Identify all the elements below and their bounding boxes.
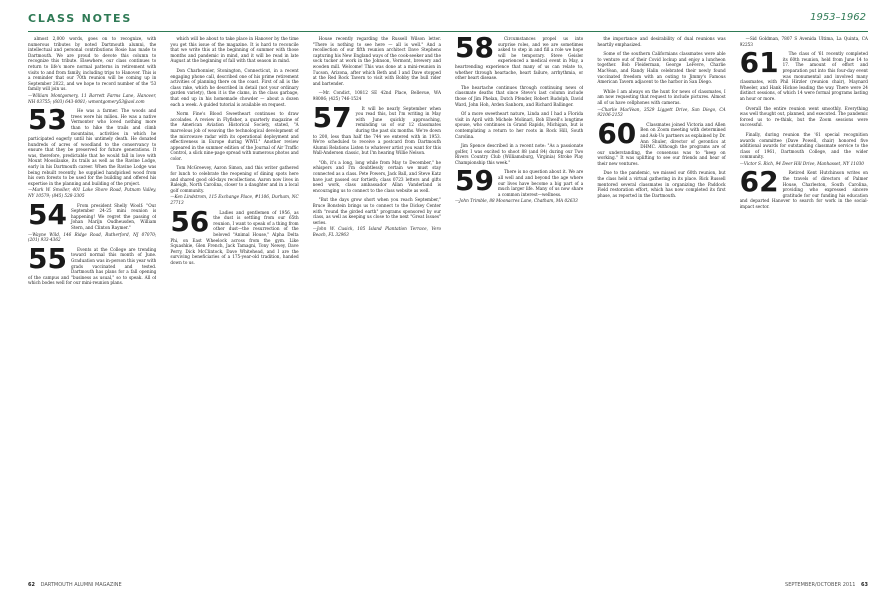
- page-footer: [28, 582, 868, 592]
- note-text: Norm Fine's Blood Sweetheart continues to draw accolades. A review in Flyfisher, a quarterly magazine of the American Aviation Historical Society, stated, "A marvelous job of weaving the technological development of the microwave radar with its operational deployment and effectiveness in Europe during WWII." Another review appeared in the summer edition of the Journal of Air Traffic Control, a slick nine-page spread with numerous photos and color.: [170, 111, 299, 161]
- note-text: Overall the entire reunion went smoothly. Everything was well thought out, planned, and executed. The pandemic forced us to re-think, but the Zoom sessions were successful.: [739, 105, 868, 128]
- note-text: Tom McGreevey, Aaron Simon, and this writer gathered for lunch to celebrate the reopening of dining spots here and shared good old-days recollections. Aaron now lives in Raleigh, North Carolina, closer to a daughter and in a local golf community.: [170, 165, 299, 193]
- class-note: [739, 46, 868, 101]
- class-note: [597, 51, 725, 85]
- class-year-number: 58: [454, 36, 494, 64]
- class-note: [740, 132, 868, 167]
- note-text: Of a more sweetheart nature, Linda and I had a Florida visit in April with Michele Molinari, Bob Elwell's longtime spouse, who continues in Grand Rapids, Michigan, but is contemplating a return to her roots in Rock Hill, South Carolina.: [454, 111, 584, 139]
- class-year-number: 62: [739, 165, 779, 199]
- class-note: [455, 85, 583, 107]
- class-note: [170, 111, 298, 161]
- header-rule: [28, 31, 868, 32]
- note-text: Classmates joined Victoria and Allen Ben on Zoom meeting with determined and Ask-Us partners as explained by Dr. Ann Shuler, director of gerontics at DHMC. Although the programs are of our understanding, the consensus was to "keep on working." It was uplifting to see our friends and hear of their new ventures.: [597, 121, 726, 166]
- class-note: [455, 111, 583, 139]
- class-year-number: 60: [597, 116, 637, 150]
- correspondent-byline: —Victor S. Rich, 94 Deer Hill Drive, Manhasset, NY 11030: [739, 160, 864, 166]
- class-note: [455, 36, 583, 81]
- right-page-number: 63: [861, 582, 868, 588]
- class-note: [739, 165, 868, 210]
- note-text: almost 2,000 words, goes on to recognize, with numerous tributes by noted Dartmouth alumni, the intellectual and personal contributions Rosie has made to Dartmouth. We are proud to devote this column to recognize this tribute. Elsewhere, our class continues to return to life's more normal patterns in retirement with visits to and from family, including trips to Hanover. This is a reminder that our 70th reunion will be coming up in September 2022, and we hope to record number of the '53 family will join us.: [28, 36, 157, 92]
- note-text: Due to the pandemic, we missed our 60th reunion, but the class held a virtual gathering in its place. Rick Russell mentored several classmates in organizing the Paddock Field restoration effort, which has now completed its first phase, as reported in the Dartmouth.: [597, 170, 726, 198]
- class-note: [313, 90, 441, 101]
- class-note: [740, 106, 868, 128]
- footer-left: [28, 582, 122, 588]
- correspondent-byline: —Mark W. Smoller, 401 Lake Shore Road, Putnam Valley, NY 10579; (845) 528-3305: [28, 187, 157, 199]
- note-text: There is no question about it. We are all well and and beyond the age where our lives have become a big part of a much larger life. Many of us now share a common interest—wellness.: [497, 169, 584, 197]
- page-header: [0, 0, 896, 36]
- class-year-number: 55: [28, 241, 67, 275]
- note-text: Some of the southern Californians classmates were able to venture out of their Covid lockup and enjoy a luncheon together. Bob Fleiderman, George LeFevre, Charlie MacVean, and Randy Halin celebrated their newly found vaccinated freedom with an outing to Jimmy's Famous American Tavern adjacent to the harbor in San Diego.: [597, 51, 726, 85]
- correspondent-byline: —John Trimble, 88 Moonacres Lane, Chatham, MA 02633: [454, 198, 578, 204]
- magazine-name: DARTMOUTH ALUMNI MAGAZINE: [40, 582, 122, 588]
- note-text: Don Charbonnier, Stonington, Connecticut, in a recent engaging phone call, described one of his prime retirement activities of planning there on the coast. First of all is the class rake, which he described in detail (not your ordinary garden variety), then it is the clams, in the class garbage, that end up in his homemade chowder — about a dozen each a week. A guided tutorial is available on request.: [170, 67, 299, 107]
- text-column: [170, 36, 298, 578]
- class-note: [455, 143, 583, 165]
- class-year-number: 54: [28, 197, 67, 231]
- issue-date: SEPTEMBER/OCTOBER 2011: [785, 582, 856, 588]
- left-page-number: 62: [28, 582, 35, 588]
- class-note: [454, 164, 584, 204]
- class-notes-columns: [28, 36, 868, 578]
- note-text: Finally, during reunion the '61 special recognition awards committee (Dave Powell, chair) honored five additional awards for outstanding classmate service to the class of 1961, Dartmouth College, and the wider community.: [739, 131, 868, 160]
- class-year-number: 59: [454, 164, 494, 198]
- class-note: [28, 241, 157, 286]
- note-text: House recently regarding the Russell Wilson letter. "There is nothing to see here — all is well." And a recollection of our fifth reunion architect Dave Stephens capturing his New England ways of the cook-seeker and the sock tucker at work in the Johnson, Vermont, brewery and wooden mill. Welcome! This was done at a mini-reunion in Tucson, Arizona, after which Beth and I and Dave stopped at the Red Rock Tavern to visit with Bobby the bull rider and bartender.: [312, 36, 441, 86]
- class-note: [28, 197, 157, 243]
- class-note: [170, 165, 298, 205]
- class-note: [313, 197, 441, 237]
- class-note: [597, 170, 725, 198]
- note-text: Jim Spence described in a recent note: "As a passionate golfer, I was excited to shoot 88 (and 84) during our Two Rivers Country Club (Williamsburg, Virginia) Stroke Play Championship this week.": [454, 143, 584, 165]
- class-note: [170, 204, 299, 266]
- class-years-range: 1953–1962: [810, 12, 866, 23]
- note-text: Circumstances propel us into surprise roles, and we are sometimes asked to step in and fill a role we hope will be temporary. Steve Geisler experienced a medical event in May, a heartrending experience that many of us can relate to, whether through heartache, heart failure, arrhythmia, or other heart disease.: [454, 36, 584, 81]
- note-text: From president Shelly Woolf: "Our September 24-25 mini reunion is happening! We regret the passing of Johan Marijn Oudheusden, William Stern, and Clinton Raymer.": [70, 202, 157, 230]
- class-note: [170, 68, 298, 107]
- class-note: [597, 116, 726, 167]
- note-text: —Mr. Condict, 10812 SE 42nd Place, Bellevue, WA 98006; (425) 746-1524: [312, 90, 441, 101]
- class-year-number: 61: [739, 46, 779, 80]
- note-text: Retired Kent Hutchinson writes on the travels of directors of Palmer House, Charleston, South Carolina, providing who expressed sincere gratitude for our funding his education and departed Hanover to search for work in the social-impact sector.: [739, 170, 868, 210]
- note-text: He was a farmer. The woods and trees were his milieu. He was a native Vermonter who loved nothing more than to hike the trails and climb mountains, activities in which he participated eagerly until his untimely death. He donated hundreds of acres of woodland to the conservancy to ensure that they be preserved for future generations. It was, therefore, predictable that he would fall in love with Mount Moosilauke, its trails as well as the Ravine Lodge, early in his Dartmouth career. When the Ravine Lodge was being rebuilt recently, he supplied handpicked wood from his own forests to be used for the building and offered his expertise in the planning and building of the project.: [28, 108, 157, 186]
- note-text: While I am always on the hunt for news of classmates, I am now requesting that request to include pictures. Almost all of us have cellphones with cameras.: [597, 88, 726, 105]
- class-year-number: 56: [170, 204, 210, 238]
- note-text: —Sid Goldman, 7807 S Avenida Ultima, La Quinta, CA 92253: [739, 36, 868, 47]
- correspondent-byline: —Ken Lindstrom, 115 Exchange Place, #1106, Durham, NC 27713: [170, 194, 299, 206]
- correspondent-byline: —Charlie MacVean, 3529 Liggett Drive, San Diego, CA 92106-2153: [597, 106, 726, 118]
- correspondent-byline: —John W. Cusick, 105 Island Plantation Terrace, Vero Beach, FL 32963: [312, 226, 441, 237]
- class-note: [313, 160, 441, 194]
- correspondent-byline: —Wayne Wild, 146 Ridge Road, Rutherford, NJ 07070; (201) 933-4362: [28, 231, 157, 243]
- text-column: [455, 36, 583, 578]
- footer-right: [785, 582, 868, 588]
- class-note: [28, 103, 157, 199]
- correspondent-byline: —William Montgomery, 11 Barrett Farms Lane, Hanover, NH 03755; (603) 643-0081; wmontgomery53@aol.com: [28, 92, 157, 104]
- class-note: [597, 89, 725, 118]
- section-title: CLASS NOTES: [28, 12, 133, 25]
- class-note: [313, 36, 441, 86]
- note-text: It will be nearly September when you read this, but I'm writing in May with June quickly approaching, reminding us of our 12 classmates during the past six months. We're down to 200, less than half the 744 we entered with in 1953. We're scheduled to receive a postcard from Dartmouth Alumni Relations Listen to whatever artist you want for this Wall-Andersen classic, but I'm hearing Willie Nelson.: [312, 105, 441, 156]
- text-column: [597, 36, 725, 578]
- note-text: which will be about to take place in Hanover by the time you get this issue of the magazine. It is hard to reconcile that we write this at the beginning of summer with those months and pandemic in mind, and it will be read in late August at the beginning of fall with that season in mind.: [170, 36, 299, 64]
- class-note: [597, 36, 725, 47]
- note-text: "Oh, it's a long, long while from May to December," he whispers and I'm doubtlessly certain we must stay connected as a class. Pete Powers, Jack Ball, and Steve Katz have just passed our fortieth; class 0723 letters and gifts need work, class ambassador Allan Vanderland is encouraging us to connect to the class website as well.: [312, 159, 441, 193]
- note-text: Events at the College are trending toward normal this month of June. Graduation was in-person this year with grads vaccinated and tested. Dartmouth has plans for a fall opening of the campus and "business as usual," so to speak. All of which bodes well for our mini-reunion plans.: [28, 246, 157, 286]
- note-text: The class of '61 recently completed its 60th reunion, held from June 14 to 17. The amount of effort and preparation put into this four-day event was monumental and involved many classmates, with Phil Hirzler (reunion chair), Maynard Wheeler, and Hank Hickoe leading the way. There were 24 distinct sessions, of which 14 were formal programs lasting an hour or more.: [739, 51, 868, 101]
- class-note: [170, 36, 298, 64]
- text-column: [28, 36, 156, 578]
- note-text: Ladies and gentlemen of 1956, as the dust is settling from our 65th reunion, I want to speak of a thing from other dust—the resurrection of the beloved "Animal House," Alpha Delta Phi, on East Wheelock across from the gym. Like Squashkie, Glen French, Jack Tamagni, Tony Newey, Dave Perry, Dick McClintock, Dave Whitehead, and I are the surviving beneficiaries of a 175-year-old tradition, handed down to us.: [170, 209, 299, 265]
- note-text: The heartache continues through continuing news of classmate deaths that since Steve's last column include those of Jim Phelan, Dutch Pfender, Robert Rudolph, David Ward, John Hoh, Arden Sanborn, and Richard Ballinger.: [454, 84, 584, 107]
- note-text: the importance and desirability of dual reunions was heartily emphasized.: [597, 36, 726, 47]
- class-year-number: 57: [312, 100, 352, 134]
- text-column: [313, 36, 441, 578]
- class-year-number: 53: [28, 103, 67, 137]
- note-text: "But the days grow short when you reach September," Bruce Bonstein brings us to connect to the Dickey Center with "round the girded earth" programs sponsored by our class, as well as keeping us close to the next "Great Issues" series.: [312, 197, 441, 225]
- class-note: [312, 100, 441, 156]
- text-column: [740, 36, 868, 578]
- class-note: [28, 36, 156, 104]
